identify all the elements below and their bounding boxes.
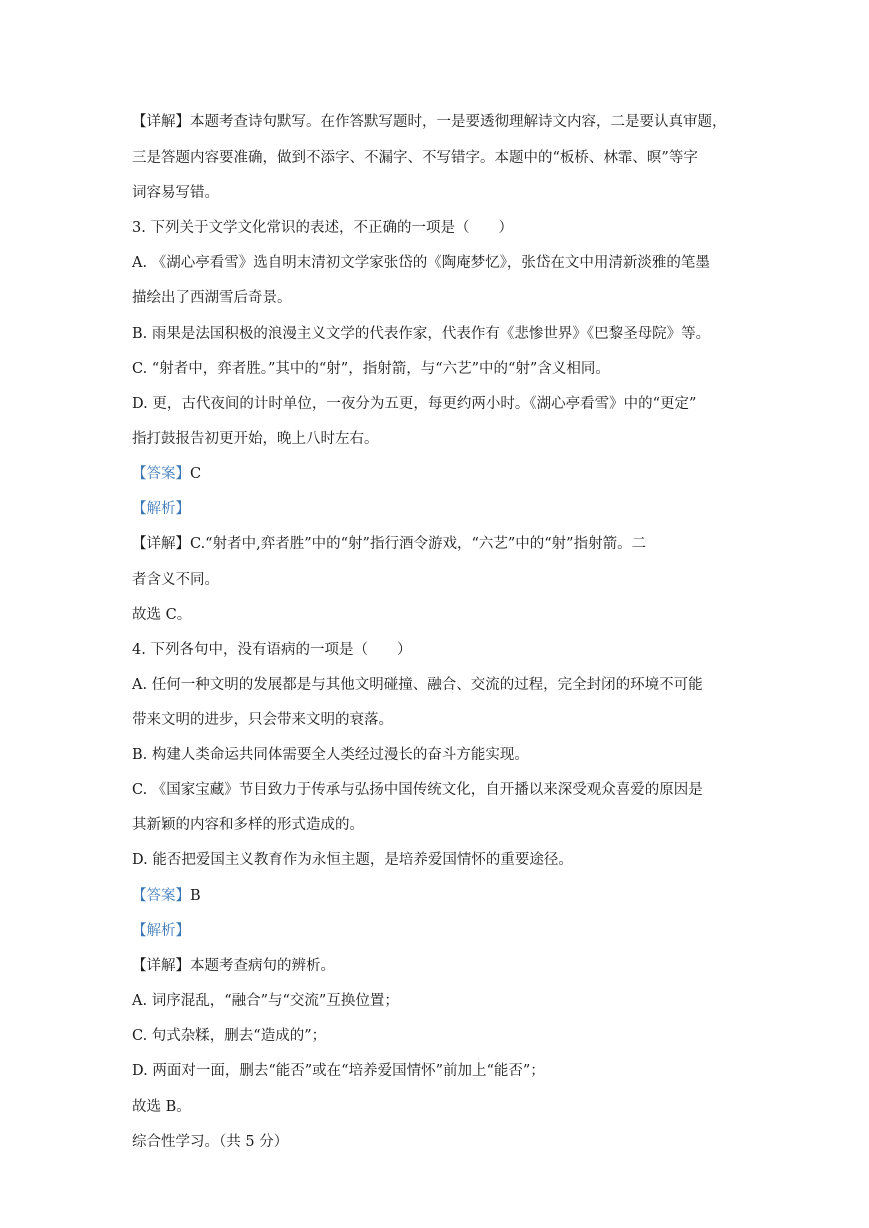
q4-option-a-cont: 带来文明的进步，只会带来文明的衰落。 — [132, 712, 393, 728]
answer-value: C — [190, 466, 202, 482]
q3-option-d-cont: 指打鼓报告初更开始，晚上八时左右。 — [132, 431, 379, 447]
question-3-stem: 3. 下列关于文学文化常识的表述，不正确的一项是（ ） — [132, 220, 513, 236]
q4-explain-c: C. 句式杂糅，删去“造成的”； — [132, 1028, 327, 1044]
answer-value: B — [190, 888, 201, 904]
q4-option-c-cont: 其新颖的内容和多样的形式造成的。 — [132, 817, 364, 833]
q3-option-b: B. 雨果是法国积极的浪漫主义文学的代表作家，代表作有《悲惨世界》《巴黎圣母院》等。 — [132, 326, 711, 342]
answer-label: 【答案】 — [132, 888, 190, 904]
q4-detail — [132, 956, 335, 976]
q3-option-a: A. 《湖心亭看雪》选自明末清初文学家张岱的《陶庵梦忆》，张岱在文中用清新淡雅的笔墨 — [132, 255, 710, 271]
question-4-stem: 4. 下列各句中，没有语病的一项是（ ） — [132, 642, 412, 658]
detail-text: 本题考查病句的辨析。 — [190, 958, 335, 974]
q4-option-d: D. 能否把爱国主义教育作为永恒主题，是培养爱国情怀的重要途径。 — [132, 852, 573, 868]
detail-text-line: 三是答题内容要准确，做到不添字、不漏字、不写错字。本题中的“板桥、林霏、暝”等字 — [132, 150, 698, 166]
q4-option-a: A. 任何一种文明的发展都是与其他文明碰撞、融合、交流的过程，完全封闭的环境不可能 — [132, 677, 703, 693]
detail-text: 本题考查诗句默写。在作答默写题时，一是要透彻理解诗文内容，二是要认真审题， — [190, 114, 727, 130]
detail-label: 【详解】 — [132, 114, 190, 130]
q4-explain-d: D. 两面对一面，删去“能否”或在“培养爱国情怀”前加上“能否”； — [132, 1063, 545, 1079]
detail-label: 【详解】 — [132, 958, 190, 974]
q3-choose: 故选 C。 — [132, 607, 192, 623]
q3-option-a-cont: 描绘出了西湖雪后奇景。 — [132, 290, 292, 306]
q3-option-d: D. 更，古代夜间的计时单位，一夜分为五更，每更约两小时。《湖心亭看雪》中的“更定” — [132, 396, 697, 412]
q4-option-b: B. 构建人类命运共同体需要全人类经过漫长的奋斗方能实现。 — [132, 747, 529, 763]
q4-answer — [132, 886, 201, 906]
detail-line — [132, 112, 727, 132]
q3-detail — [132, 534, 646, 554]
detail-label: 【详解】 — [132, 536, 190, 552]
q3-answer — [132, 464, 201, 484]
q4-analysis-label: 【解析】 — [132, 923, 190, 939]
q4-option-c: C. 《国家宝藏》节目致力于传承与弘扬中国传统文化，自开播以来深受观众喜爱的原因是 — [132, 782, 703, 798]
q3-detail-cont: 者含义不同。 — [132, 572, 219, 588]
section-heading: 综合性学习。（共 5 分） — [132, 1134, 289, 1150]
q3-option-c: C. “射者中，弈者胜。”其中的“射”，指射箭，与“六艺”中的“射”含义相同。 — [132, 361, 610, 377]
answer-label: 【答案】 — [132, 466, 190, 482]
q4-choose: 故选 B。 — [132, 1099, 191, 1115]
detail-text: C.“射者中,弈者胜”中的“射”指行酒令游戏，“六艺”中的“射”指射箭。二 — [190, 536, 647, 552]
q3-analysis-label: 【解析】 — [132, 501, 190, 517]
q4-explain-a: A. 词序混乱，“融合”与“交流”互换位置； — [132, 993, 399, 1009]
detail-text-line: 词容易写错。 — [132, 185, 219, 201]
